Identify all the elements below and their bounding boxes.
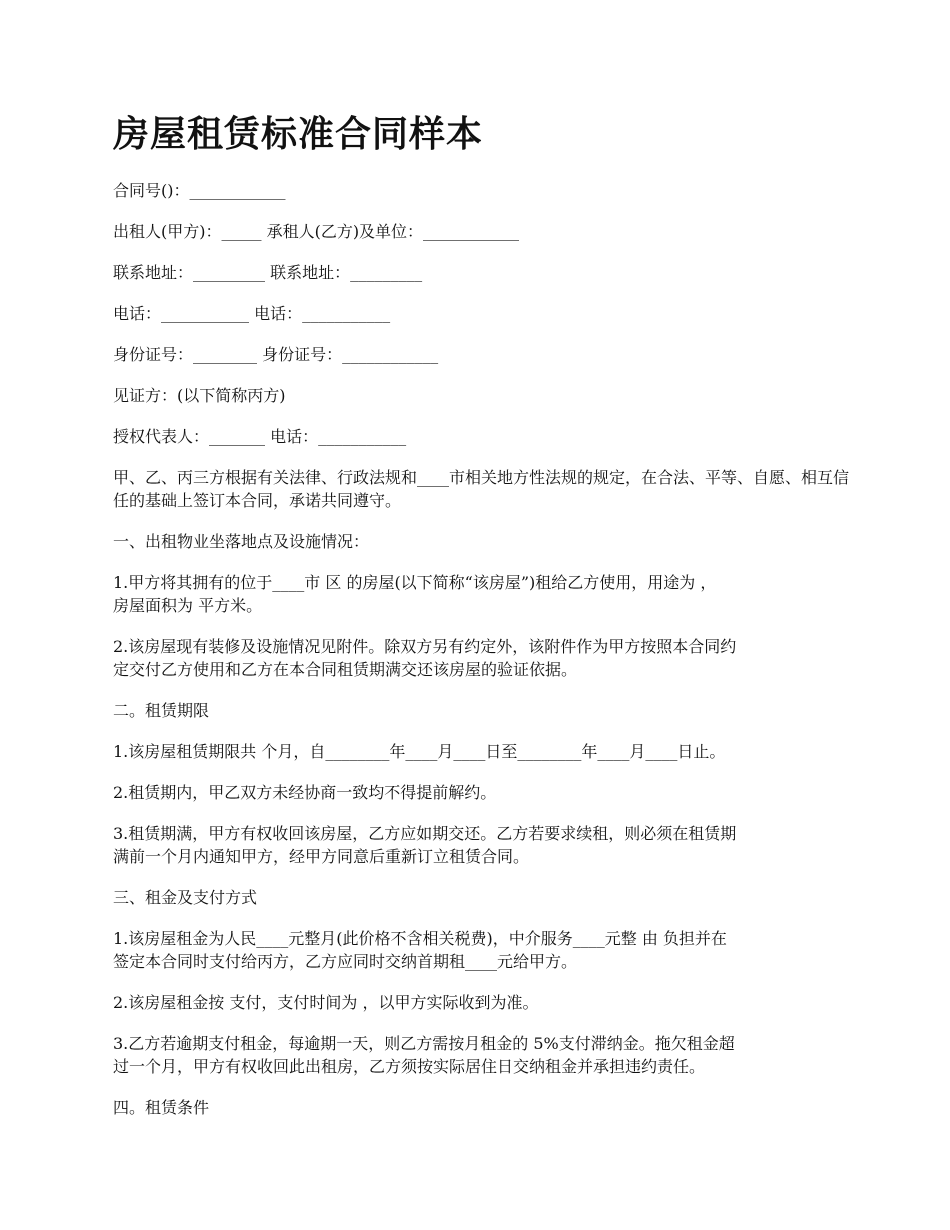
contract-document <box>113 108 858 1137</box>
clause-1-1: 1.甲方将其拥有的位于____市 区 的房屋(以下简称“该房屋”)租给乙方使用，用途为 ， 房屋面积为 平方米。 <box>113 573 717 615</box>
preamble-paragraph: 甲、乙、丙三方根据有关法律、行政法规和____市相关地方性法规的规定，在合法、平等、自愿、相互信任的基础上签订本合同，承诺共同遵守。 <box>113 468 850 510</box>
clause-3-3: 3.乙方若逾期支付租金，每逾期一天，则乙方需按月租金的 5%支付滞纳金。拖欠租金超 过一个月，甲方有权收回此出租房，乙方须按实际居住日交纳租金并承担违约责任。 <box>113 1034 735 1076</box>
address-line: 联系地址：_________ 联系地址：_________ <box>113 263 423 282</box>
clause-3-2: 2.该房屋租金按 支付，支付时间为 ，以甲方实际收到为准。 <box>113 993 539 1012</box>
contract-number-line: 合同号()：____________ <box>113 181 286 200</box>
clause-1-2: 2.该房屋现有装修及设施情况见附件。除双方另有约定外，该附件作为甲方按照本合同约 定交付乙方使用和乙方在本合同租赁期满交还该房屋的验证依据。 <box>113 637 737 679</box>
clause-2-3: 3.租赁期满，甲方有权收回该房屋，乙方应如期交还。乙方若要求续租，则必须在租赁期 满前一个月内通知甲方，经甲方同意后重新订立租赁合同。 <box>113 824 737 866</box>
section-heading-4: 四。租赁条件 <box>113 1098 210 1117</box>
witness-line: 见证方：(以下简称丙方) <box>113 386 286 405</box>
section-heading-2: 二。租赁期限 <box>113 701 210 720</box>
id-number-line: 身份证号：________ 身份证号：____________ <box>113 345 439 364</box>
lessor-lessee-line: 出租人(甲方)：_____ 承租人(乙方)及单位：____________ <box>113 222 520 241</box>
authorized-rep-line: 授权代表人：_______ 电话：___________ <box>113 427 407 446</box>
clause-2-1: 1.该房屋租赁期限共 个月，自________年____月____日至________年____月____日止。 <box>113 742 726 761</box>
section-heading-3: 三、租金及支付方式 <box>113 888 258 907</box>
clause-2-2: 2.租赁期内，甲乙双方未经协商一致均不得提前解约。 <box>113 783 497 802</box>
phone-line: 电话：___________ 电话：___________ <box>113 304 391 323</box>
section-heading-1: 一、出租物业坐落地点及设施情况： <box>113 532 370 551</box>
document-title: 房屋租赁标准合同样本 <box>113 114 484 155</box>
clause-3-1: 1.该房屋租金为人民____元整月(此价格不含相关税费)，中介服务____元整 由 负担并在 签定本合同时支付给丙方，乙方应同时交纳首期租____元给甲方。 <box>113 929 727 971</box>
